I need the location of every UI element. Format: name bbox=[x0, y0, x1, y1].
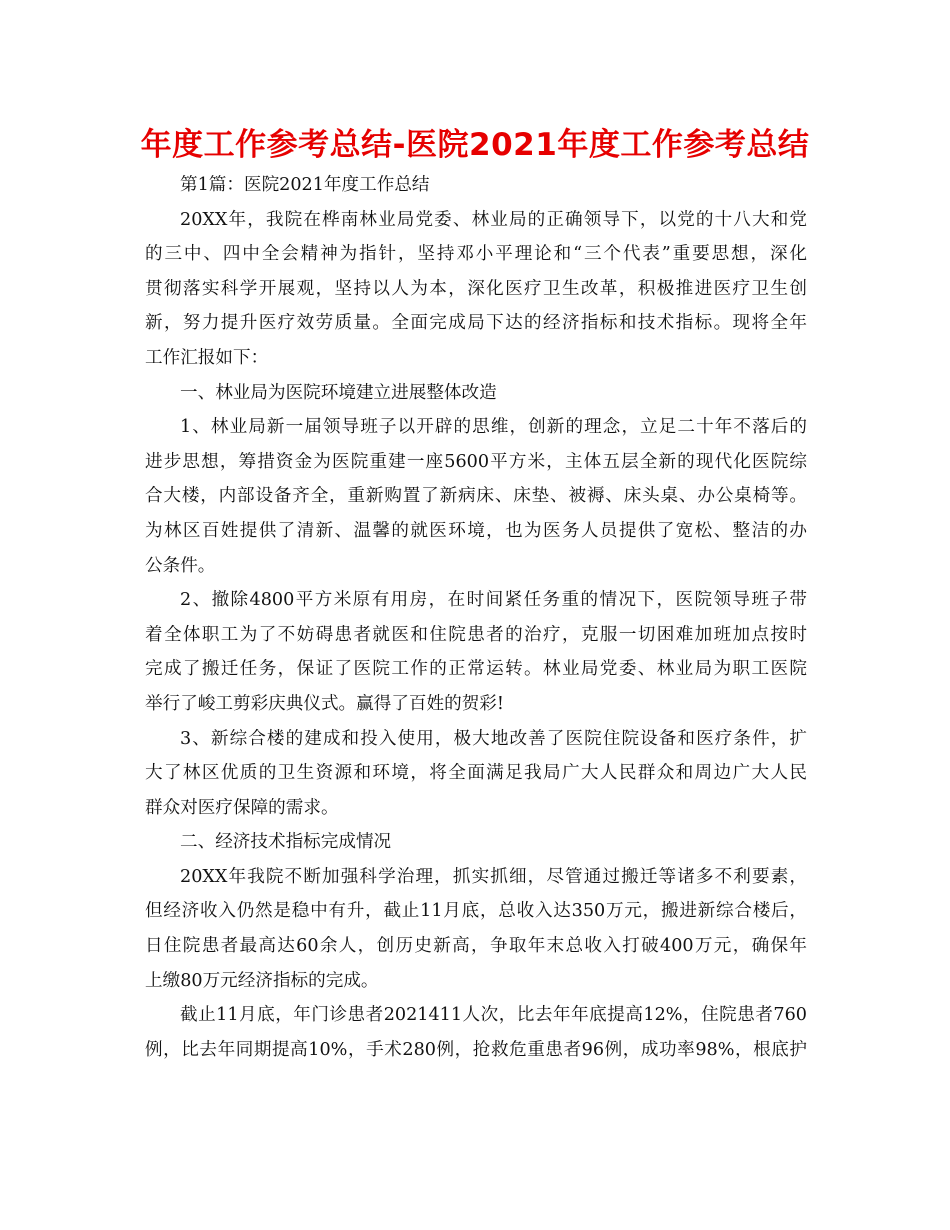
paragraph-line: 一、林业局为医院环境建立进展整体改造 bbox=[180, 382, 497, 403]
paragraph-line: 20XX年，我院在桦南林业局党委、林业局的正确领导下，以党的十八大和党 bbox=[180, 209, 807, 230]
paragraph-line: 上缴80万元经济指标的完成。 bbox=[145, 970, 379, 991]
paragraph-line: 例，比去年同期提高10%，手术280例，抢救危重患者96例，成功率98%，根底护 bbox=[145, 1039, 807, 1060]
paragraph-line: 日住院患者最高达60余人，创历史新高，争取年末总收入打破400万元，确保年 bbox=[145, 936, 807, 957]
paragraph-line: 截止11月底，年门诊患者2021411人次，比去年年底提高12%，住院患者760 bbox=[180, 1005, 807, 1026]
paragraph-line: 二、经济技术指标完成情况 bbox=[180, 832, 392, 853]
paragraph-line: 举行了峻工剪彩庆典仪式。赢得了百姓的贺彩! bbox=[145, 693, 504, 714]
paragraph-line: 第1篇：医院2021年度工作总结 bbox=[180, 175, 430, 195]
paragraph-line: 的三中、四中全会精神为指针，坚持邓小平理论和“三个代表”重要思想，深化 bbox=[145, 244, 807, 265]
paragraph-line: 贯彻落实科学开展观，坚持以人为本，深化医疗卫生改革，积极推进医疗卫生创 bbox=[145, 278, 807, 299]
paragraph-line: 20XX年我院不断加强科学治理，抓实抓细，尽管通过搬迁等诸多不利要素， bbox=[180, 866, 807, 887]
paragraph-line: 公条件。 bbox=[145, 555, 216, 576]
paragraph-line: 新，努力提升医疗效劳质量。全面完成局下达的经济指标和技术指标。现将全年 bbox=[145, 313, 807, 334]
paragraph-line: 但经济收入仍然是稳中有升，截止11月底，总收入达350万元，搬进新综合楼后， bbox=[145, 901, 807, 922]
paragraph-line: 工作汇报如下： bbox=[145, 347, 269, 368]
paragraph-line: 3、新综合楼的建成和投入使用，极大地改善了医院住院设备和医疗条件，扩 bbox=[180, 728, 807, 749]
paragraph-line: 合大楼，内部设备齐全，重新购置了新病床、床垫、被褥、床头桌、办公桌椅等。 bbox=[145, 486, 807, 507]
paragraph-line: 为林区百姓提供了清新、温馨的就医环境，也为医务人员提供了宽松、整洁的办 bbox=[145, 520, 807, 541]
document-body bbox=[145, 168, 807, 1067]
document-title: 年度工作参考总结-医院2021年度工作参考总结 bbox=[140, 127, 810, 163]
paragraph-line: 着全体职工为了不妨碍患者就医和住院患者的治疗，克服一切困难加班加点按时 bbox=[145, 624, 807, 645]
paragraph-line: 大了林区优质的卫生资源和环境，将全面满足我局广大人民群众和周边广大人民 bbox=[145, 763, 807, 784]
paragraph-line: 完成了搬迁任务，保证了医院工作的正常运转。林业局党委、林业局为职工医院 bbox=[145, 659, 807, 680]
paragraph-line: 群众对医疗保障的需求。 bbox=[145, 797, 339, 818]
paragraph-line: 进步思想，筹措资金为医院重建一座5600平方米，主体五层全新的现代化医院综 bbox=[145, 451, 807, 472]
paragraph-line: 1、林业局新一届领导班子以开辟的思维，创新的理念，立足二十年不落后的 bbox=[180, 417, 807, 438]
paragraph-line: 2、撤除4800平方米原有用房，在时间紧任务重的情况下，医院领导班子带 bbox=[180, 590, 807, 611]
